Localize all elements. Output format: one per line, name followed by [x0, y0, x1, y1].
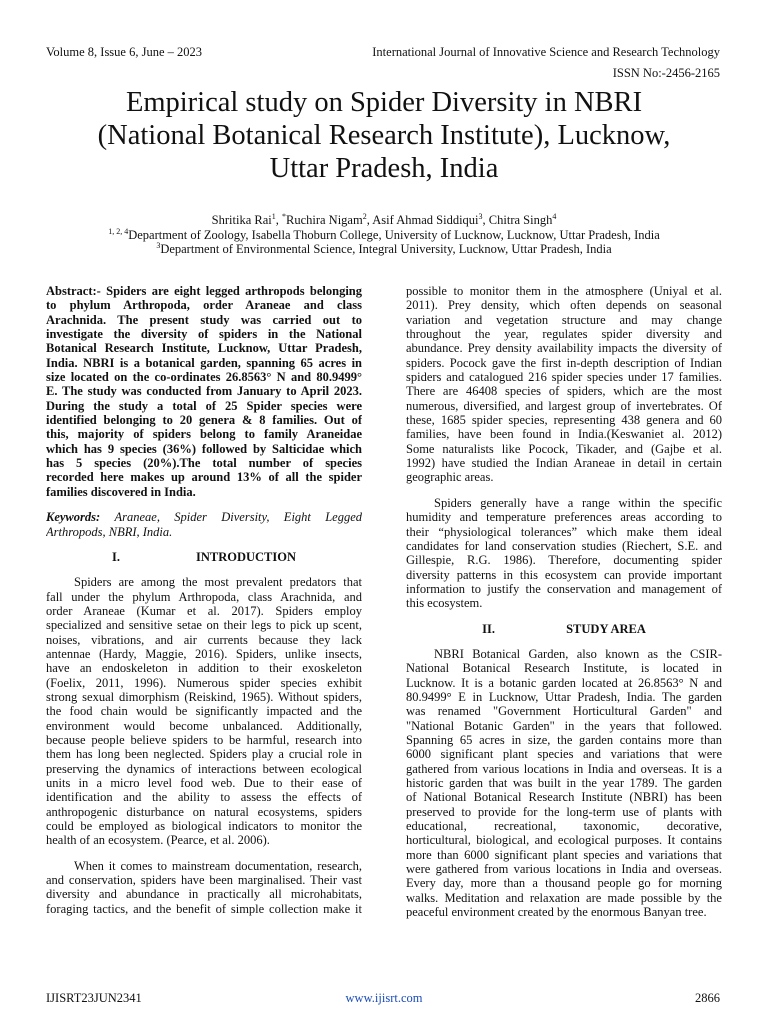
keywords-label: Keywords: [46, 510, 101, 525]
abstract-line: identified belonging to 20 genera & 8 families. Out of [46, 413, 362, 428]
intro-paragraph-3: Spiders generally have a range within the specific humidity and temperature preferences areas according to their “physiological tolerances” which make them ideal candidates for land conservation studies (Riechert, S.E. and Gillespie, R.G. 1986). Therefore, documenting spider diversity patterns in this ecosystem can provide important information to justify the conservation and management of this ecosystem. [406, 495, 722, 611]
abstract-line: E. The study was conducted from January to April 2023. [46, 384, 362, 399]
abstract-line: During the study a total of 25 Spider species were [46, 398, 362, 413]
study-area-paragraph: NBRI Botanical Garden, also known as the CSIR- National Botanical Research Institute, is located in Lucknow. It is a botanic garden located at 26.8563° N and 80.9499° E in Lucknow, Uttar Pradesh, India. The garden was renamed "Government Horticultural Garden" and "National Botanic Garden" in the years that followed. Spanning 65 acres in size, the garden contains more than 6000 significant plant species and variations that were gathered from various locations in India and overseas. It is a historic garden that was built in the year 1789. The garden of National Botanical Research Institute (NBRI) has been preserved to provide for the long-term use of plants with educational, recreational, taxonomic, decorative, horticultural, biological, and ecological purposes. It contains more than 6000 significant plant species and variations that were gathered from various locations in India and overseas. Every day, more than a thousand people go for morning walks. Meditation and relaxation are made possible by the peaceful environment created by the enormous Banyan tree. [406, 646, 722, 920]
intro-paragraph-2-continued: possible to monitor them in the atmosphere (Uniyal et al. 2011). Prey density, which often depends on seasonal variation and vegetation structure and may change throughout the year, regulates spider diversity and abundance. Prey density availability impacts the diversity of spiders. Pocock gave the first in-depth description of Indian spiders and catalogued 216 spider species under 17 families. There are 46408 species of spiders, which are the most numerous, diversified, and largest group of invertebrates. Of these, 1685 spider species, representing 438 genera and 60 families, have been found in India.(Keswaniet al. 2012) Some naturalists like Pocock, Tikader, and (Gajbe et al. 1992) have studied the Indian Araneae in detail in certain geographic areas. [406, 284, 722, 485]
author-name: Chitra Singh [488, 213, 553, 227]
intro-paragraph-2: When it comes to mainstream documentation, research, and conservation, spiders have been marginalised. Their vast diversity and abundance in practically all microhabitats, foraging tactics, and the benefit of simple collection make it [46, 858, 362, 916]
paper-code: IJISRT23JUN2341 [46, 991, 142, 1005]
abstract-line: to phylum Arthropoda, order Araneae and class [46, 298, 362, 313]
affiliation: $^{1, 2, 4}$Department of Zoology, Isabella Thoburn College, University of Lucknow, Lucknow, Uttar Pradesh, India [108, 226, 660, 242]
title-line: (National Botanical Research Institute), Lucknow, [97, 120, 671, 151]
page-number: 2866 [695, 991, 720, 1005]
issn: ISSN No:-2456-2165 [612, 66, 720, 80]
abstract-line: Abstract:- Spiders are eight legged arthropods belonging [46, 284, 362, 298]
section-heading-introduction: I. INTRODUCTION [111, 549, 296, 564]
abstract-line: recorded here makes up around 13% of all the spider [46, 470, 362, 485]
abstract-line: which has 9 species (36%) followed by Salticidae which [46, 441, 362, 456]
abstract-line: this, majority of spiders belong to family Araneidae [46, 427, 362, 442]
paper-title [40, 86, 728, 185]
abstract-line: has 5 species (20%).The total number of species [46, 456, 362, 471]
author-name: Shritika Rai [211, 213, 272, 227]
abstract-line: Arachnida. The present study was carried out to [46, 312, 362, 327]
affiliation: $^3$Department of Environmental Science, Integral University, Lucknow, Uttar Pradesh, India [156, 240, 612, 256]
right-column [406, 284, 722, 919]
journal-name: International Journal of Innovative Science and Research Technology [372, 45, 720, 59]
abstract-line: India. NBRI is a botanical garden, spanning 65 acres in [46, 355, 362, 370]
abstract-line: Botanical Research Institute, Lucknow, Uttar Pradesh, [46, 341, 362, 356]
abstract-line: families discovered in India. [46, 484, 196, 499]
author-name: Asif Ahmad Siddiqui [372, 213, 479, 227]
journal-url-link[interactable]: www.ijisrt.com [345, 991, 423, 1005]
author-name: Ruchira Nigam [285, 213, 363, 227]
keywords: Keywords: Araneae, Spider Diversity, Eight Legged Arthropods, NBRI, India. [46, 510, 362, 539]
intro-paragraph-1: Spiders are among the most prevalent predators that fall under the phylum Arthropoda, class Arachnida, and order Araneae (Kumar et al. 2017). Spiders employ specialized and sensitive setae on their legs to pick up scent, noises, vibrations, and air currents because they lack antennae (Hardy, Maggie, 2016). Spiders, unlike insects, have an endoskeleton in addition to their exoskeleton (Foelix, 2011, 1996). Numerous spider species exhibit strong sexual dimorphism (Reiskind, 1965). Without spiders, the food chain would be significantly impacted and the environment would become unbalanced. Additionally, because people believe spiders to be harmful, research into them has long been neglected. Spiders play a crucial role in preserving the dynamics of interactions between ecological units in a micro level food web. Due to their ease of identification and the ability to assess the effects of anthropogenic disturbance on natural ecosystems, spiders could be employed as biological indicators to monitor the health of an ecosystem. (Pearce, et al. 2006). [46, 575, 362, 848]
volume-issue: Volume 8, Issue 6, June – 2023 [46, 45, 203, 59]
author-block [40, 213, 728, 257]
abstract [46, 284, 362, 499]
abstract-line: investigate the diversity of spiders in the National [46, 327, 362, 342]
title-line: Uttar Pradesh, India [269, 153, 499, 184]
abstract-line: size located on the co-ordinates 26.8563° N and 80.9499° [46, 370, 362, 385]
left-column [46, 284, 362, 916]
author-list: Shritika Rai$^1$, *Ruchira Nigam$^2$, Asif Ahmad Siddiqui$^3$, Chitra Singh$^4$ [211, 211, 557, 227]
section-heading-study-area: II. STUDY AREA [482, 621, 646, 636]
title-line: Empirical study on Spider Diversity in NBRI [125, 87, 643, 118]
